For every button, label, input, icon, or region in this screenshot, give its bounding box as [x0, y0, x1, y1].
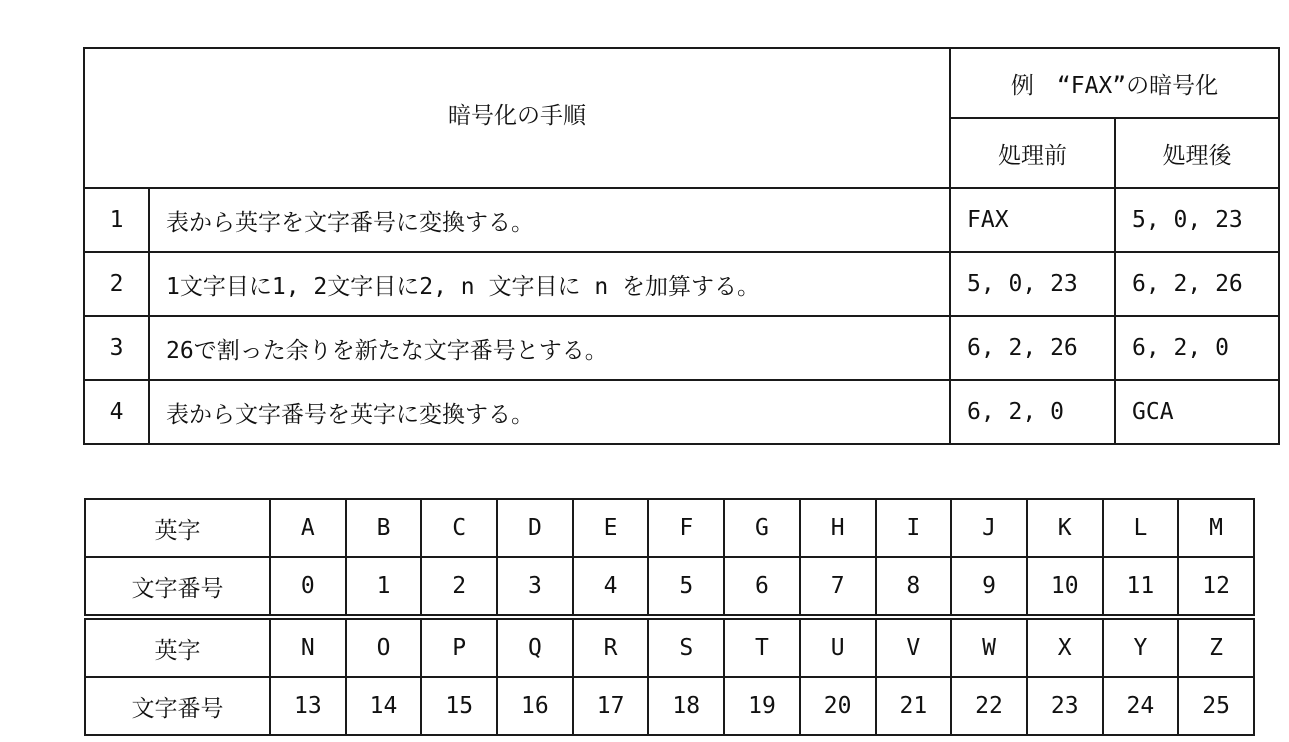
letter-cell: C: [421, 499, 497, 557]
number-cell: 11: [1103, 557, 1179, 617]
procedure-row: [84, 380, 1279, 444]
number-cell: 20: [800, 677, 876, 735]
letter-cell: M: [1178, 499, 1254, 557]
step-before-value: 6, 2, 26: [950, 316, 1115, 380]
letter-cell: O: [346, 617, 422, 677]
number-cell: 7: [800, 557, 876, 617]
number-cell: 23: [1027, 677, 1103, 735]
letter-cell: I: [876, 499, 952, 557]
number-cell: 15: [421, 677, 497, 735]
letter-cell: L: [1103, 499, 1179, 557]
letter-cell: D: [497, 499, 573, 557]
step-after-value: 6, 2, 26: [1115, 252, 1279, 316]
letter-cell: Z: [1178, 617, 1254, 677]
letter-cell: S: [648, 617, 724, 677]
number-cell: 25: [1178, 677, 1254, 735]
number-cell: 4: [573, 557, 649, 617]
number-cell: 6: [724, 557, 800, 617]
encryption-procedure-table: [83, 47, 1280, 445]
step-description: 表から文字番号を英字に変換する。: [149, 380, 950, 444]
before-header: 処理前: [950, 118, 1115, 188]
number-cell: 19: [724, 677, 800, 735]
letter-cell: H: [800, 499, 876, 557]
number-cell: 9: [951, 557, 1027, 617]
letter-cell: V: [876, 617, 952, 677]
letter-cell: G: [724, 499, 800, 557]
step-number: 4: [84, 380, 149, 444]
step-after-value: 6, 2, 0: [1115, 316, 1279, 380]
number-cell: 12: [1178, 557, 1254, 617]
number-row-1: [85, 557, 1254, 617]
number-cell: 5: [648, 557, 724, 617]
letter-cell: W: [951, 617, 1027, 677]
number-cell: 21: [876, 677, 952, 735]
procedure-row: [84, 188, 1279, 252]
letter-cell: Q: [497, 617, 573, 677]
letter-cell: U: [800, 617, 876, 677]
step-before-value: 5, 0, 23: [950, 252, 1115, 316]
letter-row-2: [85, 617, 1254, 677]
letter-cell: T: [724, 617, 800, 677]
number-cell: 13: [270, 677, 346, 735]
letter-cell: Y: [1103, 617, 1179, 677]
step-number: 3: [84, 316, 149, 380]
number-cell: 14: [346, 677, 422, 735]
step-number: 2: [84, 252, 149, 316]
step-number: 1: [84, 188, 149, 252]
after-header: 処理後: [1115, 118, 1279, 188]
letter-cell: A: [270, 499, 346, 557]
letter-number-table: [84, 498, 1255, 736]
step-after-value: 5, 0, 23: [1115, 188, 1279, 252]
letter-cell: E: [573, 499, 649, 557]
step-description: 表から英字を文字番号に変換する。: [149, 188, 950, 252]
number-cell: 3: [497, 557, 573, 617]
step-before-value: FAX: [950, 188, 1115, 252]
step-after-value: GCA: [1115, 380, 1279, 444]
letter-row-label: 英字: [85, 499, 270, 557]
letter-cell: B: [346, 499, 422, 557]
number-row-label: 文字番号: [85, 557, 270, 617]
step-description: 26で割った余りを新たな文字番号とする。: [149, 316, 950, 380]
letter-row-1: [85, 499, 1254, 557]
letter-cell: X: [1027, 617, 1103, 677]
procedure-row: [84, 252, 1279, 316]
letter-row-label: 英字: [85, 617, 270, 677]
number-cell: 0: [270, 557, 346, 617]
example-header: 例 “FAX”の暗号化: [950, 48, 1279, 118]
letter-cell: F: [648, 499, 724, 557]
number-cell: 18: [648, 677, 724, 735]
letter-cell: J: [951, 499, 1027, 557]
number-cell: 22: [951, 677, 1027, 735]
number-cell: 17: [573, 677, 649, 735]
number-cell: 1: [346, 557, 422, 617]
number-cell: 2: [421, 557, 497, 617]
letter-cell: K: [1027, 499, 1103, 557]
step-before-value: 6, 2, 0: [950, 380, 1115, 444]
procedure-header: 暗号化の手順: [84, 48, 950, 188]
number-cell: 16: [497, 677, 573, 735]
number-cell: 24: [1103, 677, 1179, 735]
step-description: 1文字目に1, 2文字目に2, n 文字目に n を加算する。: [149, 252, 950, 316]
number-row-label: 文字番号: [85, 677, 270, 735]
letter-cell: R: [573, 617, 649, 677]
number-cell: 10: [1027, 557, 1103, 617]
letter-cell: N: [270, 617, 346, 677]
number-row-2: [85, 677, 1254, 735]
number-cell: 8: [876, 557, 952, 617]
letter-cell: P: [421, 617, 497, 677]
procedure-row: [84, 316, 1279, 380]
